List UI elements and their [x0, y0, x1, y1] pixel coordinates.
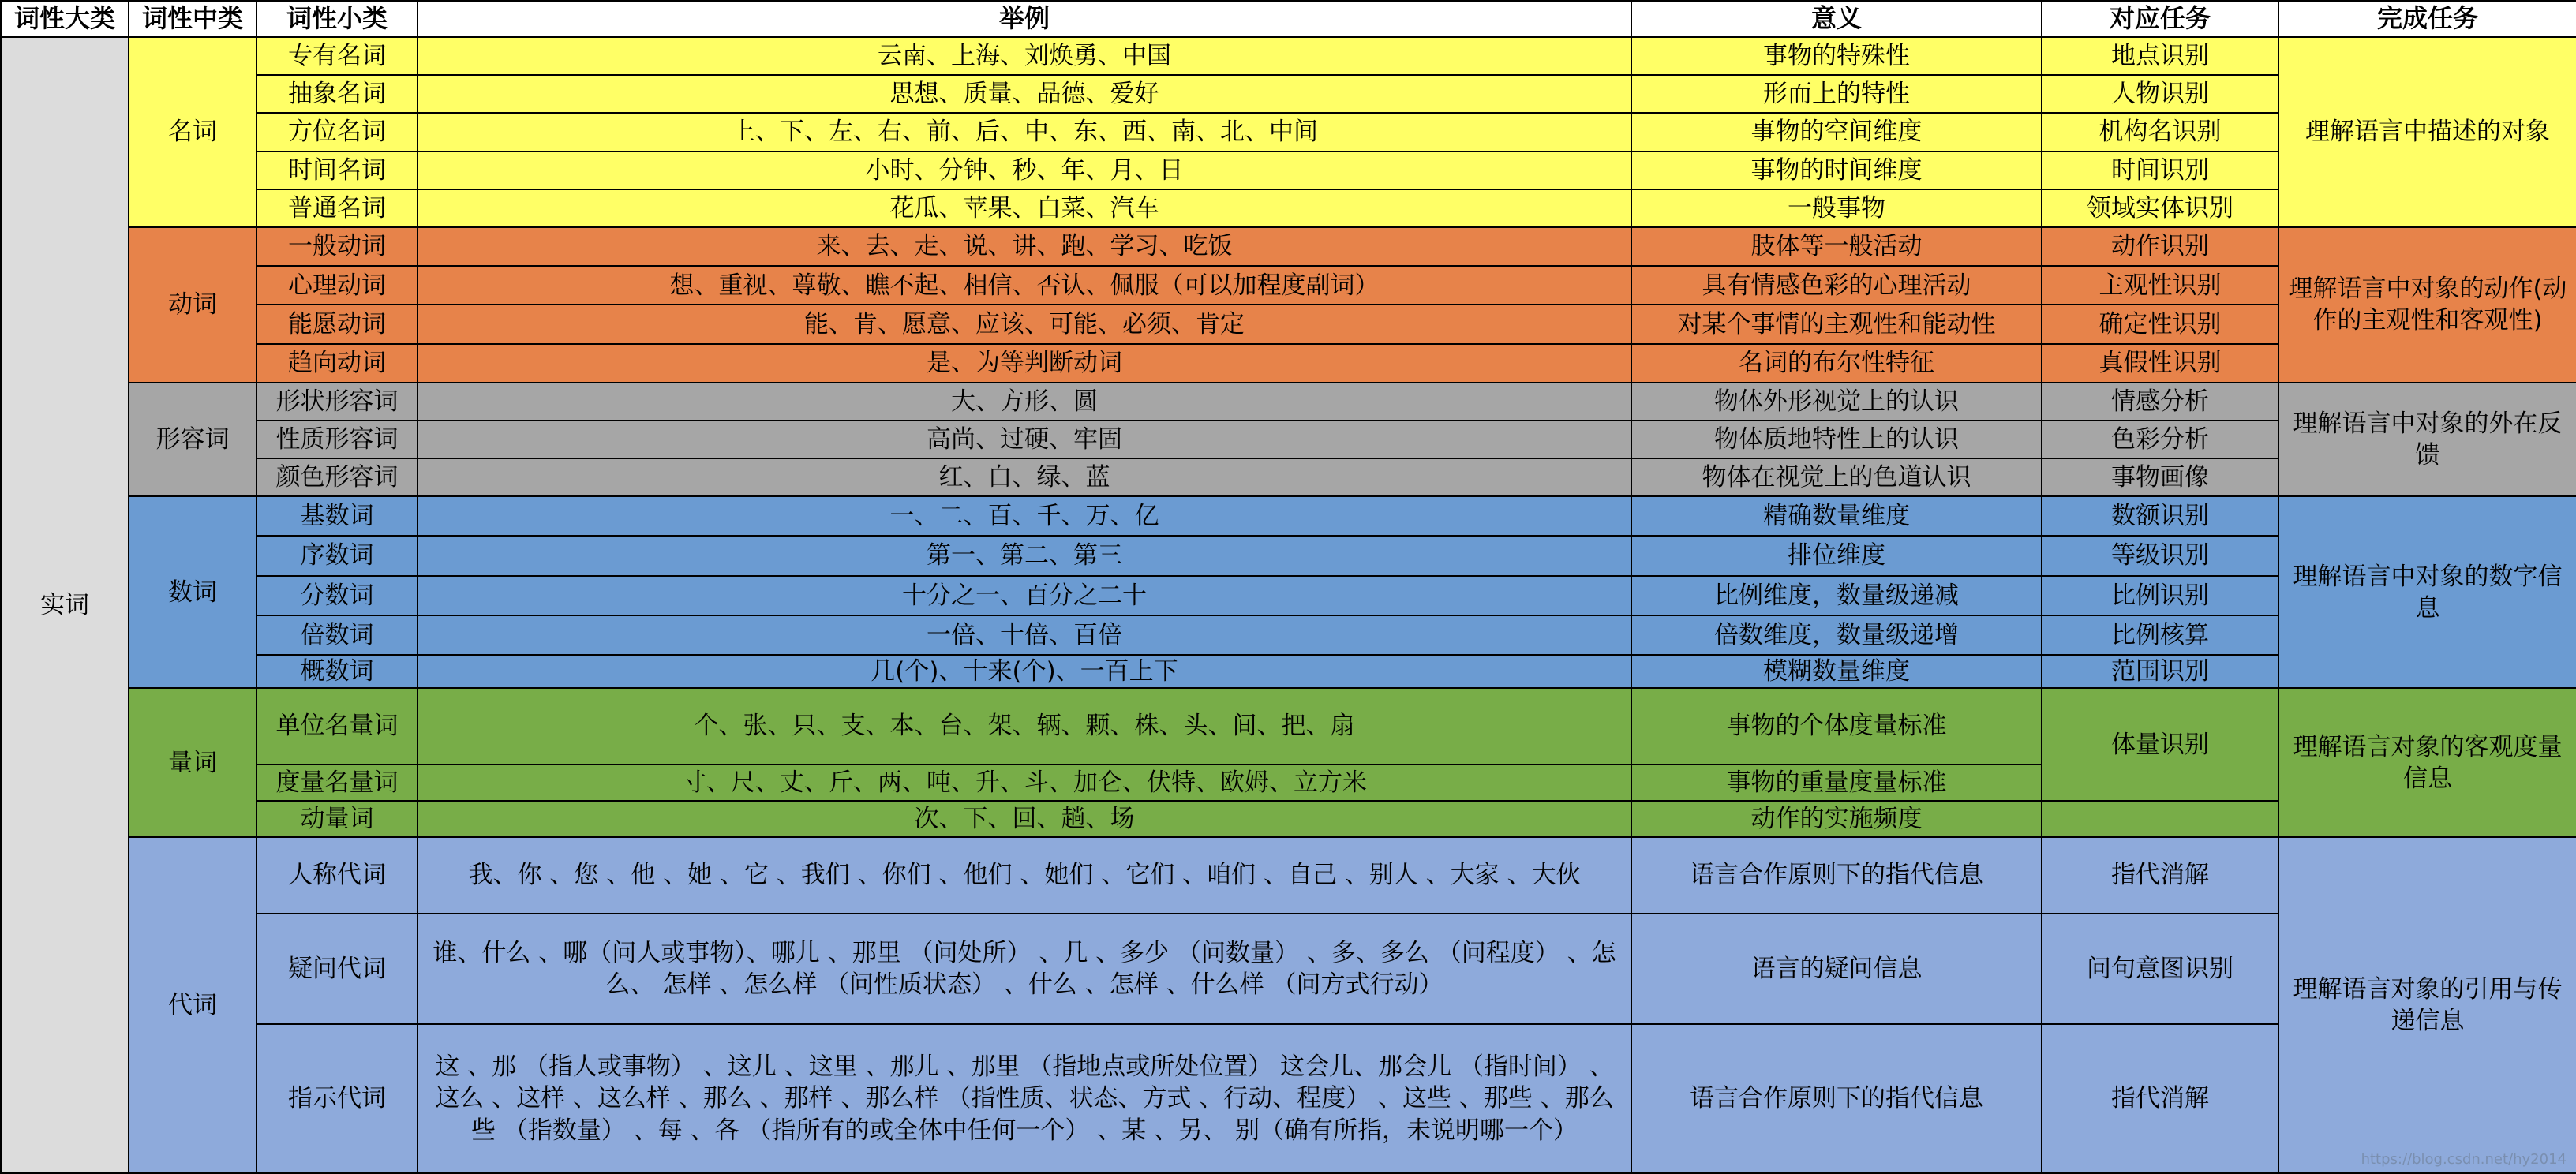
task-cell: 数额识别	[2042, 496, 2278, 536]
meaning-cell: 形而上的特性	[1631, 75, 2042, 113]
meaning-cell: 事物的特殊性	[1631, 37, 2042, 75]
group-name-pron: 代词	[129, 837, 256, 1173]
table-row	[1, 189, 2576, 227]
completion-adj: 理解语言中对象的外在反馈	[2278, 383, 2576, 497]
sub-cell: 时间名词	[256, 151, 417, 189]
example-cell: 一倍、十倍、百倍	[417, 615, 1631, 655]
table-row	[1, 383, 2576, 421]
meaning-cell: 精确数量维度	[1631, 496, 2042, 536]
meaning-cell: 肢体等一般活动	[1631, 227, 2042, 266]
sub-cell: 疑问代词	[256, 914, 417, 1025]
group-name-meas: 量词	[129, 688, 256, 837]
example-cell: 我、你 、您 、他 、她 、它 、我们 、你们 、他们 、她们 、它们 、咱们 、自己 、别人 、大家 、大伙	[417, 837, 1631, 913]
header-major: 词性大类	[1, 1, 129, 37]
example-cell: 花瓜、苹果、白菜、汽车	[417, 189, 1631, 227]
table-row	[1, 1024, 2576, 1173]
meaning-cell: 一般事物	[1631, 189, 2042, 227]
task-cell-shared: 体量识别	[2042, 688, 2278, 801]
group-name-num: 数词	[129, 496, 256, 688]
table-row	[1, 914, 2576, 1025]
meaning-cell: 对某个事情的主观性和能动性	[1631, 305, 2042, 343]
meaning-cell: 语言合作原则下的指代信息	[1631, 837, 2042, 913]
sub-cell: 颜色形容词	[256, 458, 417, 496]
sub-cell: 指示代词	[256, 1024, 417, 1173]
header-row	[1, 1, 2576, 37]
example-cell: 上、下、左、右、前、后、中、东、西、南、北、中间	[417, 113, 1631, 151]
header-task: 对应任务	[2042, 1, 2278, 37]
sub-cell: 心理动词	[256, 266, 417, 305]
task-cell: 情感分析	[2042, 383, 2278, 421]
sub-cell: 分数词	[256, 576, 417, 615]
sub-cell: 单位名量词	[256, 688, 417, 764]
example-cell: 是、为等判断动词	[417, 344, 1631, 383]
task-cell: 比例识别	[2042, 576, 2278, 615]
sub-cell: 趋向动词	[256, 344, 417, 383]
completion-num: 理解语言中对象的数字信息	[2278, 496, 2576, 688]
meaning-cell: 物体外形视觉上的认识	[1631, 383, 2042, 421]
example-cell: 第一、第二、第三	[417, 536, 1631, 575]
meaning-cell: 模糊数量维度	[1631, 655, 2042, 688]
example-cell: 谁、什么 、哪（问人或事物）、哪儿 、那里 （问处所） 、几 、多少 （问数量） 、多、多么 （问程度） 、怎么、 怎样 、怎么样 （问性质状态） 、什么 、怎样 、什么样 （问方式行动）	[417, 914, 1631, 1025]
completion-noun: 理解语言中描述的对象	[2278, 37, 2576, 227]
table-row	[1, 305, 2576, 343]
table-row	[1, 536, 2576, 575]
example-cell: 能、肯、愿意、应该、可能、必须、肯定	[417, 305, 1631, 343]
table-row	[1, 688, 2576, 764]
sub-cell: 抽象名词	[256, 75, 417, 113]
meaning-cell: 具有情感色彩的心理活动	[1631, 266, 2042, 305]
table-row	[1, 496, 2576, 536]
task-cell: 确定性识别	[2042, 305, 2278, 343]
table-row	[1, 615, 2576, 655]
task-cell: 人物识别	[2042, 75, 2278, 113]
task-cell: 指代消解	[2042, 1024, 2278, 1173]
table-row	[1, 421, 2576, 458]
completion-pron: 理解语言对象的引用与传递信息	[2278, 837, 2576, 1173]
meaning-cell: 语言的疑问信息	[1631, 914, 2042, 1025]
completion-verb: 理解语言中对象的动作(动作的主观性和客观性)	[2278, 227, 2576, 383]
task-cell: 领域实体识别	[2042, 189, 2278, 227]
sub-cell: 度量名量词	[256, 765, 417, 801]
meaning-cell: 事物的重量度量标准	[1631, 765, 2042, 801]
task-cell: 主观性识别	[2042, 266, 2278, 305]
example-cell: 云南、上海、刘焕勇、中国	[417, 37, 1631, 75]
table-row	[1, 151, 2576, 189]
table-row	[1, 113, 2576, 151]
meaning-cell: 事物的个体度量标准	[1631, 688, 2042, 764]
table-row	[1, 837, 2576, 913]
task-cell: 范围识别	[2042, 655, 2278, 688]
meaning-cell: 物体质地特性上的认识	[1631, 421, 2042, 458]
table-row	[1, 266, 2576, 305]
table-row	[1, 655, 2576, 688]
example-cell: 想、重视、尊敬、瞧不起、相信、否认、佩服（可以加程度副词）	[417, 266, 1631, 305]
meaning-cell: 倍数维度，数量级递增	[1631, 615, 2042, 655]
meaning-cell: 物体在视觉上的色道认识	[1631, 458, 2042, 496]
task-cell-empty	[2042, 801, 2278, 837]
task-cell: 时间识别	[2042, 151, 2278, 189]
meaning-cell: 事物的空间维度	[1631, 113, 2042, 151]
sub-cell: 性质形容词	[256, 421, 417, 458]
example-cell: 来、去、走、说、讲、跑、学习、吃饭	[417, 227, 1631, 266]
task-cell: 色彩分析	[2042, 421, 2278, 458]
group-name-noun: 名词	[129, 37, 256, 227]
major-category-cell: 实词	[1, 37, 129, 1173]
table-row	[1, 75, 2576, 113]
example-cell: 红、白、绿、蓝	[417, 458, 1631, 496]
task-cell: 真假性识别	[2042, 344, 2278, 383]
task-cell: 动作识别	[2042, 227, 2278, 266]
example-cell: 高尚、过硬、牢固	[417, 421, 1631, 458]
example-cell: 这 、那 （指人或事物） 、这儿 、这里 、那儿 、那里 （指地点或所处位置） 这会儿、那会儿 （指时间） 、这么 、这样 、这么样 、那么 、那样 、那么样 （指性质、状态、方式 、行动、程度） 、这些 、那些 、那么些 （指数量） 、每 、各 （指所有的或全体中任何一个） 、某 、另、 别（确有所指，未说明哪一个）	[417, 1024, 1631, 1173]
example-cell: 几(个)、十来(个)、一百上下	[417, 655, 1631, 688]
table-row	[1, 37, 2576, 75]
table-row	[1, 458, 2576, 496]
example-cell: 小时、分钟、秒、年、月、日	[417, 151, 1631, 189]
sub-cell: 动量词	[256, 801, 417, 837]
example-cell: 十分之一、百分之二十	[417, 576, 1631, 615]
table-row	[1, 576, 2576, 615]
watermark: https://blog.csdn.net/hy2014	[2361, 1151, 2567, 1168]
header-meaning: 意义	[1631, 1, 2042, 37]
sub-cell: 普通名词	[256, 189, 417, 227]
task-cell: 比例核算	[2042, 615, 2278, 655]
example-cell: 思想、质量、品德、爱好	[417, 75, 1631, 113]
meaning-cell: 事物的时间维度	[1631, 151, 2042, 189]
meaning-cell: 排位维度	[1631, 536, 2042, 575]
meaning-cell: 比例维度，数量级递减	[1631, 576, 2042, 615]
sub-cell: 一般动词	[256, 227, 417, 266]
sub-cell: 基数词	[256, 496, 417, 536]
group-name-verb: 动词	[129, 227, 256, 383]
sub-cell: 概数词	[256, 655, 417, 688]
header-sub: 词性小类	[256, 1, 417, 37]
meaning-cell: 语言合作原则下的指代信息	[1631, 1024, 2042, 1173]
task-cell: 指代消解	[2042, 837, 2278, 913]
task-cell: 等级识别	[2042, 536, 2278, 575]
sub-cell: 专有名词	[256, 37, 417, 75]
header-completion: 完成任务	[2278, 1, 2576, 37]
sub-cell: 能愿动词	[256, 305, 417, 343]
sub-cell: 序数词	[256, 536, 417, 575]
group-name-adj: 形容词	[129, 383, 256, 497]
table-row	[1, 801, 2576, 837]
example-cell: 大、方形、圆	[417, 383, 1631, 421]
table-row	[1, 227, 2576, 266]
sub-cell: 形状形容词	[256, 383, 417, 421]
sub-cell: 方位名词	[256, 113, 417, 151]
example-cell: 一、二、百、千、万、亿	[417, 496, 1631, 536]
example-cell: 次、下、回、趟、场	[417, 801, 1631, 837]
task-cell: 问句意图识别	[2042, 914, 2278, 1025]
header-middle: 词性中类	[129, 1, 256, 37]
completion-meas: 理解语言对象的客观度量信息	[2278, 688, 2576, 837]
task-cell: 事物画像	[2042, 458, 2278, 496]
example-cell: 寸、尺、丈、斤、两、吨、升、斗、加仑、伏特、欧姆、立方米	[417, 765, 1631, 801]
meaning-cell: 动作的实施频度	[1631, 801, 2042, 837]
example-cell: 个、张、只、支、本、台、架、辆、颗、株、头、间、把、扇	[417, 688, 1631, 764]
task-cell: 机构名识别	[2042, 113, 2278, 151]
header-example: 举例	[417, 1, 1631, 37]
meaning-cell: 名词的布尔性特征	[1631, 344, 2042, 383]
sub-cell: 人称代词	[256, 837, 417, 913]
sub-cell: 倍数词	[256, 615, 417, 655]
task-cell: 地点识别	[2042, 37, 2278, 75]
table-row	[1, 344, 2576, 383]
